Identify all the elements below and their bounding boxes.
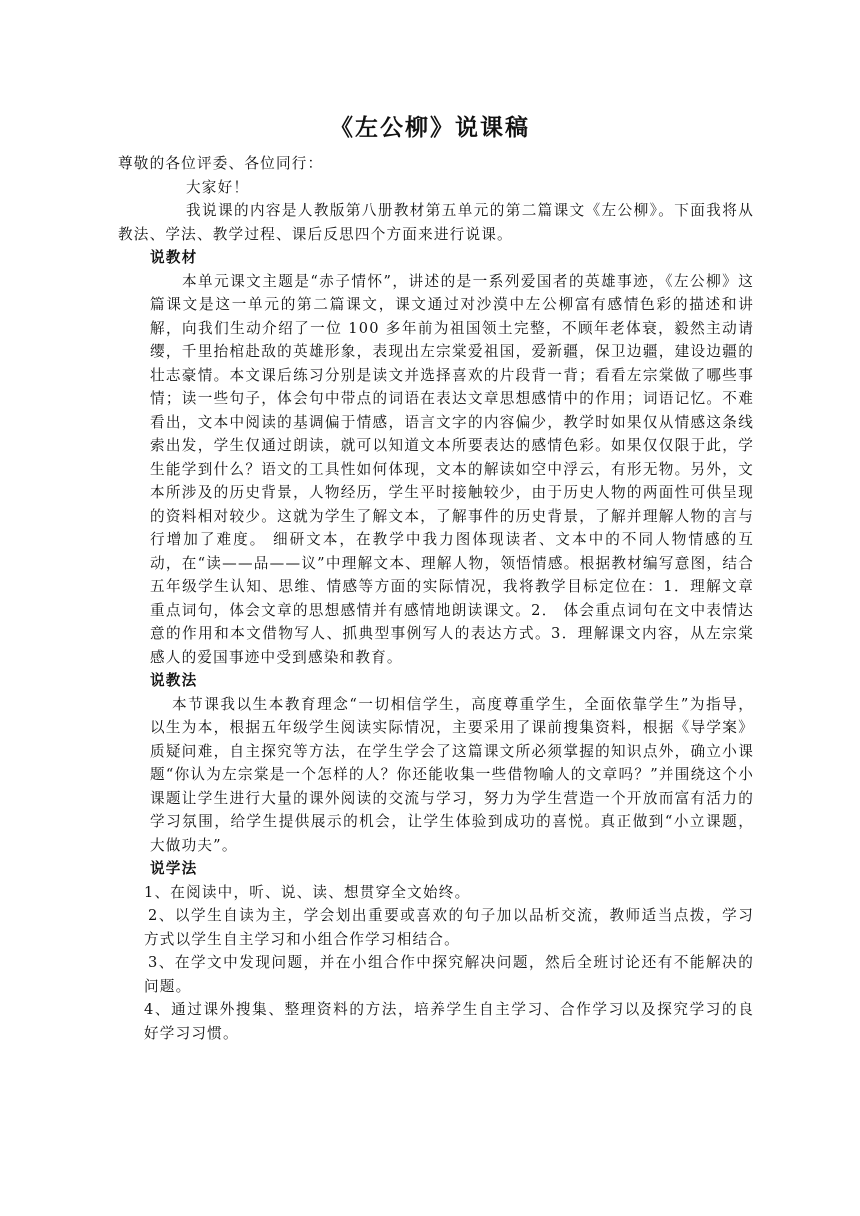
learning-method-item: 4、通过课外搜集、整理资料的方法，培养学生自主学习、合作学习以及探究学习的良好学习习惯。: [144, 1001, 754, 1042]
greeting: 大家好！: [186, 178, 250, 196]
learning-method-item: 3、在学文中发现问题，并在小组合作中探究解决问题，然后全班讨论还有不能解决的问题。: [144, 954, 754, 995]
learning-method-item: 1、在阅读中，听、说、读、想贯穿全文始终。: [144, 883, 471, 901]
learning-method-item: 2、以学生自读为主，学会划出重要或喜欢的句子加以品析交流，教师适当点拨，学习方式以学生自主学习和小组合作学习相结合。: [144, 907, 754, 948]
section-heading-learning-method: 说学法: [150, 860, 198, 877]
intro-paragraph: 我说课的内容是人教版第八册教材第五单元的第二篇课文《左公柳》。下面我将从教法、学法、教学过程、课后反思四个方面来进行说课。: [118, 202, 754, 243]
salutation: 尊敬的各位评委、各位同行：: [118, 155, 324, 172]
document-body: [118, 152, 754, 1045]
document-title: 《左公柳》说课稿: [330, 114, 530, 141]
textbook-paragraph: 本单元课文主题是“赤子情怀”，讲述的是一系列爱国者的英雄事迹，《左公柳》这篇课文是这一单元的第二篇课文，课文通过对沙漠中左公柳富有感情色彩的描述和讲解，向我们生动介绍了一位 100 多年前为祖国领土完整，不顾年老体衰，毅然主动请缨，千里抬棺赴敌的英雄形象，表现出左宗棠爱祖国，爱新疆，保卫边疆，建设边疆的壮志豪情。本文课后练习分别是读文并选择喜欢的片段背一背；看看左宗棠做了哪些事情；读一些句子，体会句中带点的词语在表达文章思想感情中的作用；词语记忆。不难看出，文本中阅读的基调偏于情感，语言文字的内容偏少，教学时如果仅从情感这条线索出发，学生仅通过朗读，就可以知道文本所要表达的感情色彩。如果仅仅限于此，学生能学到什么？语文的工具性如何体现，文本的解读如空中浮云，有形无物。另外，文本所涉及的历史背景，人物经历，学生平时接触较少，由于历史人物的两面性可供呈现的资料相对较少。这就为学生了解文本，了解事件的历史背景，了解并理解人物的言与行增加了难度。 细研文本，在教学中我力图体现读者、文本中的不同人物情感的互动，在“读——品——议”中理解文本、理解人物，领悟情感。根据教材编写意图，结合五年级学生认知、思维、情感等方面的实际情况，我将教学目标定位在：1．理解文章重点词句，体会文章的思想感情并有感情地朗读课文。2． 体会重点词句在文中表情达意的作用和本文借物写人、抓典型事例写人的表达方式。3．理解课文内容，从左宗棠感人的爱国事迹中受到感染和教育。: [150, 272, 754, 666]
section-heading-teaching-method: 说教法: [150, 672, 198, 689]
section-heading-textbook: 说教材: [150, 249, 198, 266]
teaching-method-paragraph: 本节课我以生本教育理念“一切相信学生，高度尊重学生，全面依靠学生”为指导，以生为本，根据五年级学生阅读实际情况，主要采用了课前搜集资料，根据《导学案》质疑问难，自主探究等方法，在学生学会了这篇课文所必须掌握的知识点外，确立小课题“你认为左宗棠是一个怎样的人？你还能收集一些借物喻人的文章吗？”并围绕这个小课题让学生进行大量的课外阅读的交流与学习，努力为学生营造一个开放而富有活力的学习氛围，给学生提供展示的机会，让学生体验到成功的喜悦。真正做到“小立课题，大做功夫”。: [150, 695, 754, 854]
